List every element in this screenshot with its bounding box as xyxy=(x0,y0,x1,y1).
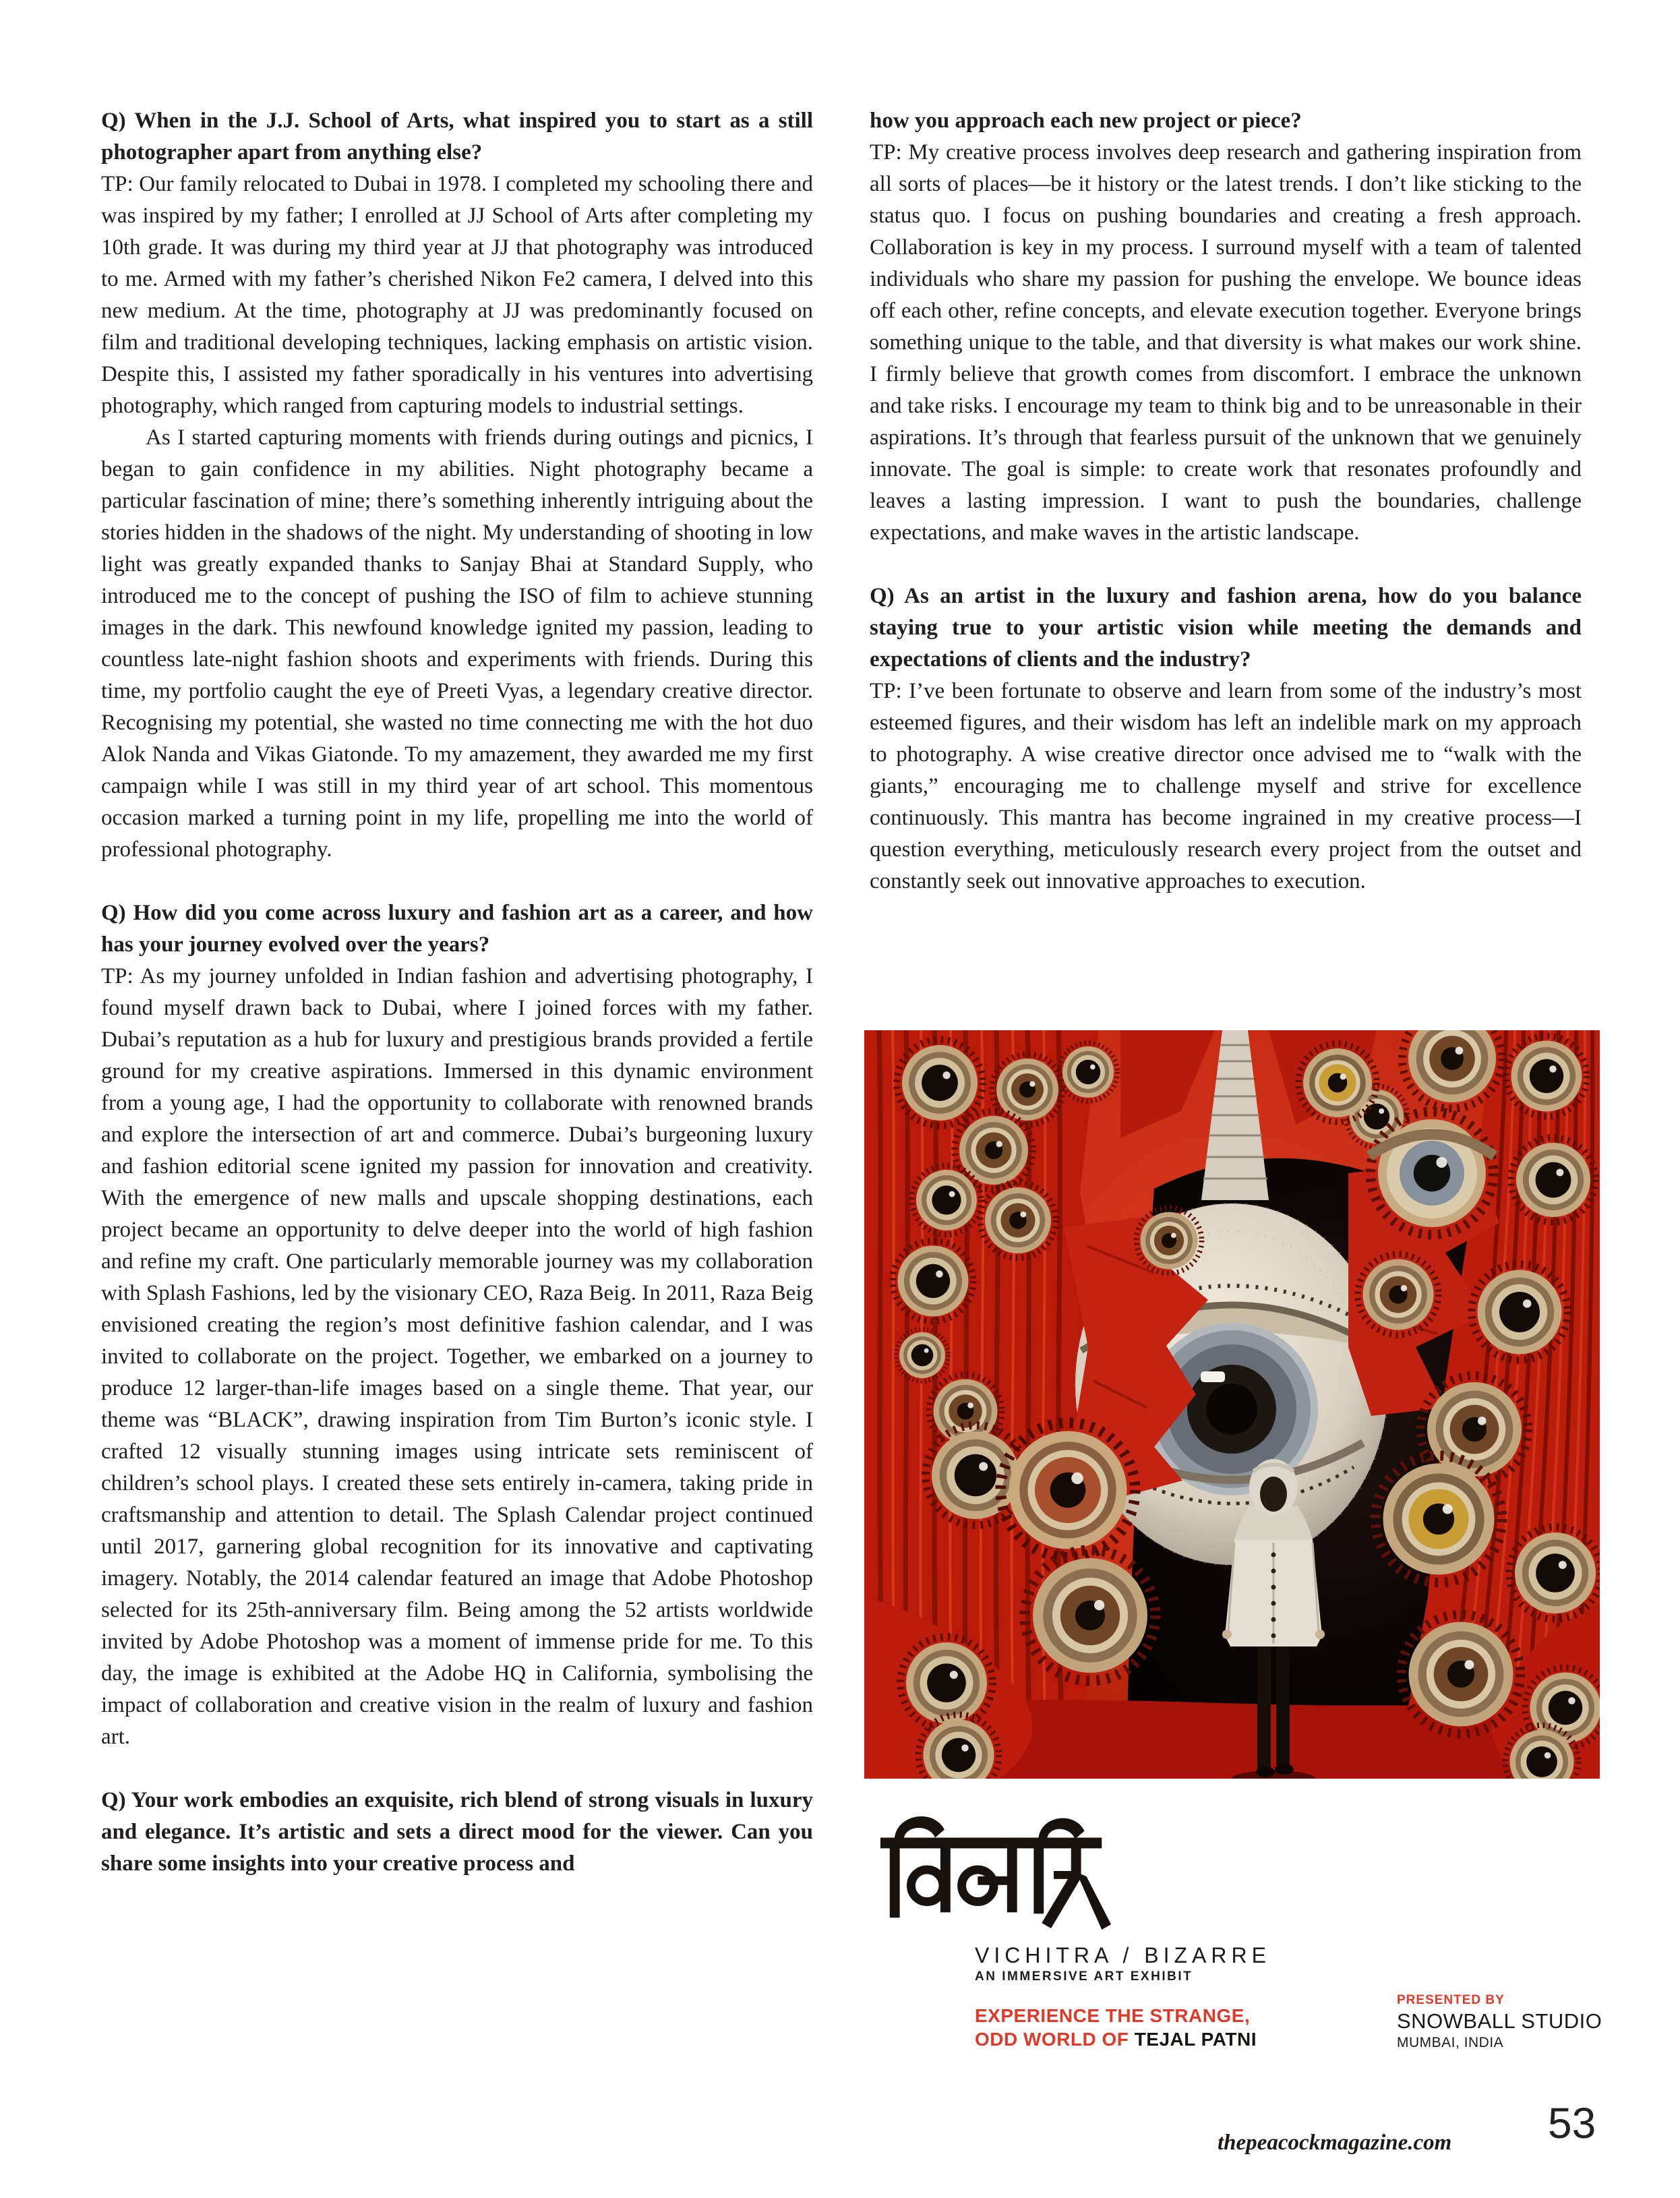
artist-name: TEJAL PATNI xyxy=(1134,2029,1257,2050)
article-column-left xyxy=(101,105,813,1880)
article-column-right xyxy=(870,105,1582,897)
question-2: Q) How did you come across luxury and fashion art as a career, and how has your journey evolved over the years? xyxy=(101,901,813,957)
studio-name: SNOWBALL STUDIO xyxy=(1397,2009,1602,2033)
question-1: Q) When in the J.J. School of Arts, what inspired you to start as a still photographer apart from anything else? xyxy=(101,109,813,165)
answer-1-continued: As I started capturing moments with friends during outings and picnics, I began to gain confidence in my abilities. Night photography became a particular fascination of mine; there’s something inherently intriguing about the stories hidden in the shadows of the night. My understanding of shooting in low light was greatly expanded thanks to Sanjay Bhai at Standard Supply, who introduced me to the concept of pushing the ISO of film to achieve stunning images in the dark. This newfound knowledge ignited my passion, leading to countless late-night fashion shoots and experiments with friends. During this time, my portfolio caught the eye of Preeti Vyas, a legendary creative director. Recognising my potential, she wasted no time connecting me with the hot duo Alok Nanda and Vikas Giatonde. To my amazement, they awarded me my first campaign while I was still in my third year of art school. This momentous occasion marked a turning point in my life, propelling me into the world of professional photography. xyxy=(101,425,813,862)
page-number: 53 xyxy=(1548,2099,1596,2147)
tagline-line-1: EXPERIENCE THE STRANGE, xyxy=(975,2005,1251,2026)
vichitra-devanagari-logo xyxy=(876,1804,1116,1938)
exhibit-artwork-image xyxy=(864,1030,1600,1779)
question-3-continued: how you approach each new project or piece? xyxy=(870,109,1302,133)
studio-location: MUMBAI, INDIA xyxy=(1397,2035,1504,2050)
exhibit-tagline xyxy=(975,2004,1257,2051)
exhibit-subtitle: AN IMMERSIVE ART EXHIBIT xyxy=(975,1969,1193,1984)
answer-3: TP: My creative process involves deep research and gathering inspiration from all sorts of places—be it history or the latest trends. I don’t like sticking to the status quo. I focus on pushing boundaries and creating a fresh approach. Collaboration is key in my process. I surround myself with a team of talented individuals who share my passion for pushing the envelope. We bounce ideas off each other, refine concepts, and elevate execution together. Everyone brings something unique to the table, and that diversity is what makes our work shine. I firmly believe that growth comes from discomfort. I embrace the unknown and take risks. I encourage my team to think big and to be unreasonable in their aspirations. It’s through that fearless pursuit of the unknown that we genuinely innovate. The goal is simple: to create work that resonates profoundly and leaves a lasting impression. I want to push the boundaries, challenge expectations, and make waves in the artistic landscape. xyxy=(870,140,1582,545)
tagline-line-2 xyxy=(975,2027,1257,2051)
answer-1: TP: Our family relocated to Dubai in 1978. I completed my schooling there and was inspired by my father; I enrolled at JJ School of Arts after completing my 10th grade. It was during my third year at JJ that photography was introduced to me. Armed with my father’s cherished Nikon Fe2 camera, I delved into this new medium. At the time, photography at JJ was predominantly focused on film and traditional developing techniques, lacking emphasis on artistic vision. Despite this, I assisted my father sporadically in his ventures into advertising photography, which ranged from capturing models to industrial settings. xyxy=(101,172,813,418)
tagline-line-2-red: ODD WORLD OF xyxy=(975,2029,1135,2050)
presented-by-block xyxy=(1397,1993,1602,2051)
question-4: Q) As an artist in the luxury and fashion arena, how do you balance staying true to your artistic vision while meeting the demands and expectations of clients and the industry? xyxy=(870,584,1582,672)
magazine-website: thepeacockmagazine.com xyxy=(1218,2131,1452,2155)
exhibit-title: VICHITRA / BIZARRE xyxy=(975,1943,1271,1967)
presented-by-label: PRESENTED BY xyxy=(1397,1993,1505,2007)
question-3: Q) Your work embodies an exquisite, rich blend of strong visuals in luxury and elegance. It’s artistic and sets a direct mood for the viewer. Can you share some insights into your creative process and xyxy=(101,1788,813,1876)
answer-4: TP: I’ve been fortunate to observe and learn from some of the industry’s most esteemed figures, and their wisdom has left an indelible mark on my approach to photography. A wise creative director once advised me to “walk with the giants,” encouraging me to challenge myself and strive for excellence continuously. This mantra has become ingrained in my creative process—I question everything, meticulously research every project from the outset and constantly seek out innovative approaches to execution. xyxy=(870,679,1582,893)
answer-2: TP: As my journey unfolded in Indian fashion and advertising photography, I found myself drawn back to Dubai, where I joined forces with my father. Dubai’s reputation as a hub for luxury and prestigious brands provided a fertile ground for my creative aspirations. Immersed in this dynamic environment from a young age, I had the opportunity to collaborate with renowned brands and explore the intersection of art and commerce. Dubai’s burgeoning luxury and fashion editorial scene ignited my passion for innovation and creativity. With the emergence of new malls and upscale shopping destinations, each project became an opportunity to delve deeper into the world of high fashion and refine my craft. One particularly memorable journey was my collaboration with Splash Fashions, led by the visionary CEO, Raza Beig. In 2011, Raza Beig envisioned creating the region’s most definitive fashion calendar, and I was invited to collaborate on the project. Together, we embarked on a journey to produce 12 larger-than-life images based on a single theme. That year, our theme was “BLACK”, drawing inspiration from Tim Burton’s iconic style. I crafted 12 visually stunning images using intricate sets reminiscent of children’s school plays. I created these sets entirely in-camera, taking pride in craftsmanship and attention to detail. The Splash Calendar project continued until 2017, garnering global recognition for its innovative and captivating imagery. Notably, the 2014 calendar featured an image that Adobe Photoshop selected for its 25th-anniversary film. Being among the 52 artists worldwide invited by Adobe Photoshop was a moment of immense pride for me. To this day, the image is exhibited at the Adobe HQ in California, symbolising the impact of collaboration and creative vision in the realm of luxury and fashion art. xyxy=(101,964,813,1749)
